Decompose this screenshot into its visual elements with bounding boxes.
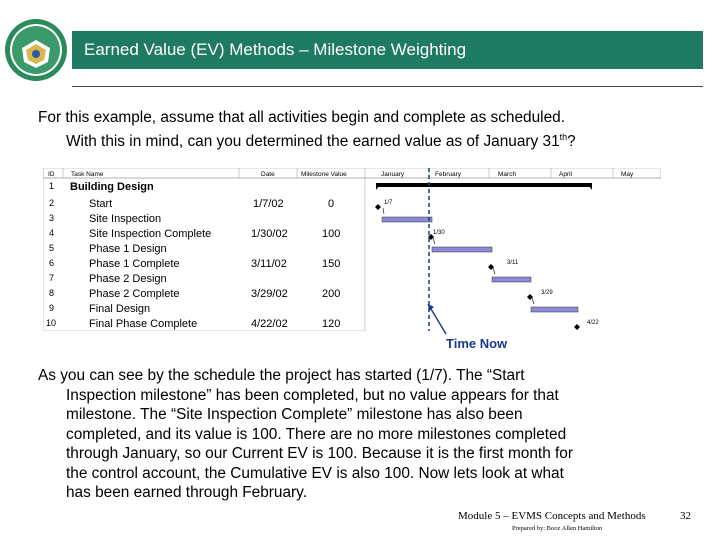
row-id: 5 [49, 243, 55, 253]
milestone-label: 1/30 [433, 230, 445, 236]
header-task-name: Task Name [71, 171, 104, 178]
row-id: 1 [49, 181, 55, 191]
row-task-summary: Building Design [70, 181, 154, 193]
row-id: 7 [49, 273, 55, 283]
row-task: Phase 2 Complete [89, 288, 180, 300]
row-task: Final Phase Complete [89, 318, 198, 330]
row-date: 1/7/02 [253, 198, 284, 210]
row-id: 2 [49, 198, 55, 208]
row-id: 8 [49, 288, 55, 298]
footer-prepared-by: Prepared by: Booz Allen Hamilton [512, 525, 603, 532]
row-task: Final Design [89, 303, 151, 315]
body-line: milestone. The “Site Inspection Complete” milestone has also been [66, 406, 523, 423]
body-line: Inspection milestone” has been completed, but no value appears for that [66, 386, 559, 404]
row-value: 100 [322, 228, 341, 240]
explanation-paragraph [38, 366, 688, 503]
body-line: through January, so our Current EV is 100. Because it is the first month for [66, 445, 573, 462]
page-number: 32 [680, 510, 691, 522]
milestone-label: 3/29 [541, 290, 553, 296]
task-bar-site-inspection [382, 217, 432, 222]
slide-title-bar [72, 31, 703, 69]
task-bar-final-design [531, 307, 578, 312]
row-date: 3/11/02 [251, 258, 287, 270]
row-id: 6 [49, 258, 55, 268]
gantt-table-rows [46, 181, 340, 330]
row-task: Site Inspection Complete [89, 228, 212, 240]
month-header-1: February [435, 171, 462, 178]
gantt-svg [43, 168, 661, 331]
row-task: Start [89, 198, 113, 210]
milestone-marker [574, 324, 580, 330]
row-date: 1/30/02 [251, 228, 288, 240]
row-value: 150 [322, 258, 341, 270]
row-id: 4 [49, 228, 55, 238]
month-header-2: March [498, 171, 517, 178]
task-bars [382, 217, 578, 312]
footer-module-title: Module 5 – EVMS Concepts and Methods [458, 510, 646, 522]
body-line: has been earned through February. [66, 484, 307, 501]
month-header-4: May [621, 171, 634, 178]
time-now-annotation [420, 300, 510, 356]
header-milestone-value: Milestone Value [301, 171, 347, 178]
summary-bar [376, 183, 592, 190]
time-now-label: Time Now [446, 336, 508, 351]
row-task: Site Inspection [89, 213, 162, 225]
body-line: completed, and its value is 100. There are no more milestones completed [66, 425, 567, 443]
row-value: 120 [322, 318, 341, 330]
row-value: 200 [322, 288, 341, 300]
row-date: 4/22/02 [251, 318, 288, 330]
slide-title: Earned Value (EV) Methods – Milestone Weighting [84, 40, 467, 59]
row-id: 10 [46, 318, 57, 328]
milestone-label: 3/11 [507, 260, 519, 266]
header-date: Date [261, 171, 275, 178]
task-bar-phase-1-design [432, 247, 492, 252]
milestone-label: 4/22 [587, 320, 599, 326]
month-header-0: January [381, 171, 405, 178]
body-line: As you can see by the schedule the project has started (1/7). The “Start [38, 367, 525, 384]
header-id: ID [48, 171, 55, 178]
row-task: Phase 1 Complete [89, 258, 180, 270]
task-bar-phase-2-design [492, 277, 531, 282]
milestone-label: 1/7 [384, 200, 393, 206]
row-task: Phase 1 Design [89, 243, 167, 255]
intro-paragraph [38, 108, 688, 151]
month-header-3: April [559, 171, 573, 178]
schedule-gantt-chart [43, 168, 661, 331]
row-date: 3/29/02 [251, 288, 288, 300]
intro-line-1: For this example, assume that all activities begin and complete as scheduled. [38, 109, 565, 126]
title-divider [72, 86, 703, 87]
row-task: Phase 2 Design [89, 273, 167, 285]
body-line: the control account, the Cumulative EV is also 100. Now lets look at what [66, 464, 564, 482]
milestone-marker [375, 204, 381, 210]
row-value: 0 [328, 198, 335, 210]
department-seal-logo [4, 18, 68, 82]
row-id: 9 [49, 303, 55, 313]
intro-line-2: With this in mind, can you determined the earned value as of January 31th? [66, 131, 576, 150]
row-id: 3 [49, 213, 55, 223]
